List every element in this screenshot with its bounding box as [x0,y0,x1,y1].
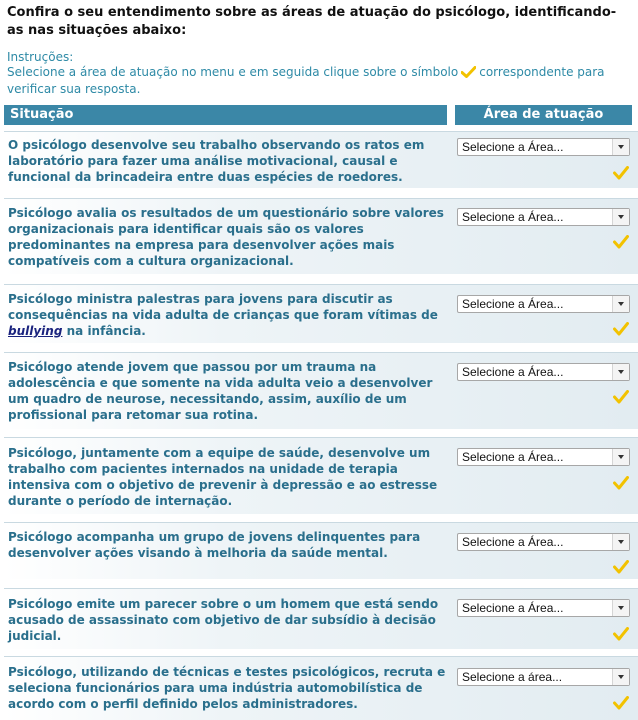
checkmark-icon[interactable] [613,626,629,640]
situation-text: Psicólogo acompanha um grupo de jovens delinquentes para desenvolver ações visando à melhoria da saúde mental. [8,530,421,560]
instructions [7,50,632,97]
area-select-value: Selecione a Área... [462,297,564,311]
chevron-down-icon[interactable] [612,139,629,155]
checkmark-icon[interactable] [613,234,629,248]
situation-row [4,437,638,514]
situation-row [4,588,638,649]
area-select[interactable] [457,668,630,686]
area-select[interactable] [457,138,630,156]
situation-text: Psicólogo, utilizando de técnicas e testes psicológicos, recruta e seleciona funcionários para uma indústria automobilística de acordo com o perfil definido pelos administradores. [8,665,446,711]
chevron-down-icon[interactable] [612,296,629,312]
checkmark-icon[interactable] [613,559,629,573]
chevron-down-icon[interactable] [612,364,629,380]
situation-row [4,656,638,720]
situation-text-part: na infância. [66,324,146,338]
area-select-value: Selecione a Área... [462,535,564,549]
bullying-link[interactable]: bullying [8,324,63,338]
situation-row [4,352,638,429]
situation-text-part: Psicólogo ministra palestras para jovens para discutir as consequências na vida adulta de crianças que foram vítimas de [8,292,438,322]
area-select-value: Selecione a Área... [462,210,564,224]
checkmark-icon[interactable] [613,475,629,489]
situation-text [8,291,448,339]
area-select-value: Selecione a Área... [462,601,564,615]
situation-text: Psicólogo avalia os resultados de um questionário sobre valores organizacionais para identificar quais são os valores predominantes na empresa para desenvolver ações mais compatíveis com a cultura organizacional. [8,206,444,268]
area-select[interactable] [457,533,630,551]
chevron-down-icon[interactable] [612,209,629,225]
chevron-down-icon[interactable] [612,669,629,685]
instructions-text-after: correspondente para verificar sua resposta. [7,65,605,96]
area-select-value: Selecione a Área... [462,140,564,154]
area-select[interactable] [457,295,630,313]
column-header-situation: Situação [4,105,447,125]
situation-row [4,131,638,188]
chevron-down-icon[interactable] [612,534,629,550]
checkmark-icon[interactable] [613,695,629,709]
area-select-value: Selecione a Área... [462,365,564,379]
checkmark-icon[interactable] [613,165,629,179]
situation-text: Psicólogo, juntamente com a equipe de saúde, desenvolve um trabalho com pacientes internados na unidade de terapia intensiva com o objetivo de prevenir à depressão e ao estresse durante o período de internação. [8,446,438,508]
situation-row [4,522,638,579]
area-select[interactable] [457,448,630,466]
column-header-area: Área de atuação [455,105,632,125]
area-select[interactable] [457,208,630,226]
area-select[interactable] [457,599,630,617]
checkmark-icon[interactable] [613,321,629,335]
instructions-heading: Instruções: [7,50,74,64]
situation-row [4,284,638,343]
area-select-value: Selecione a Área... [462,450,564,464]
area-select-value: Selecione a área... [462,670,563,684]
situation-text: O psicólogo desenvolve seu trabalho observando os ratos em laboratório para fazer uma análise motivacional, causal e funcional da brincadeira entre duas espécies de roedores. [8,138,425,184]
instructions-text [7,65,632,97]
instructions-text-before: Selecione a área de atuação no menu e em seguida clique sobre o símbolo [7,65,459,79]
situation-text: Psicólogo atende jovem que passou por um trauma na adolescência e que somente na vida adulta veio a desenvolver um quadro de neurose, necessitando, assim, auxílio de um profissional para retomar sua rotina. [8,360,433,422]
area-select[interactable] [457,363,630,381]
chevron-down-icon[interactable] [612,600,629,616]
chevron-down-icon[interactable] [612,449,629,465]
page-title: Confira o seu entendimento sobre as áreas de atuação do psicólogo, identificando-as nas situações abaixo: [7,5,617,38]
situation-row [4,198,638,274]
checkmark-icon[interactable] [613,389,629,403]
checkmark-icon [461,66,476,82]
situation-text: Psicólogo emite um parecer sobre o um homem que está sendo acusado de assassinato com objetivo de dar subsídio à decisão judicial. [8,597,439,643]
